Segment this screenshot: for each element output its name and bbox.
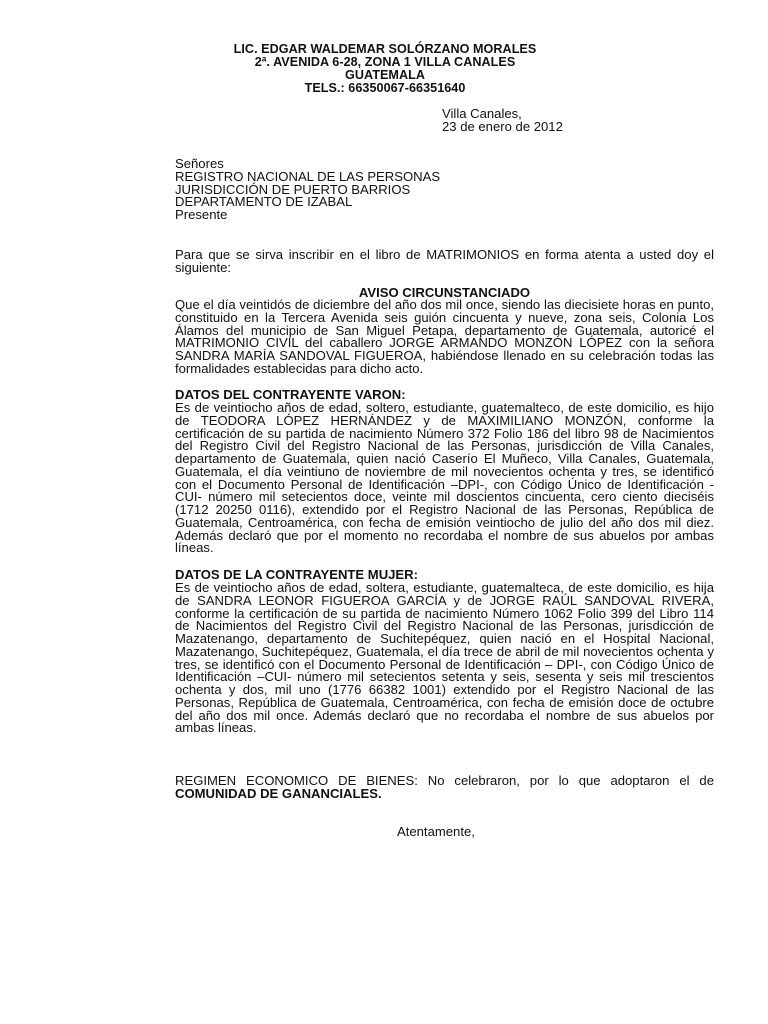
regimen-bold: COMUNIDAD DE GANANCIALES. [175,785,382,801]
regimen-text: REGIMEN ECONOMICO DE BIENES: No celebraron, por lo que adoptaron el de [175,773,714,788]
letterhead-address: 2ª. AVENIDA 6-28, ZONA 1 VILLA CANALES [254,55,516,69]
place: Villa Canales, [442,106,522,121]
salutation: Señores [175,156,224,171]
letterhead [140,43,630,95]
recipient-line-3: DEPARTAMENTO DE IZABAL [175,194,353,210]
letterhead-phones: TELS.: 66350067-66351640 [304,81,466,95]
intro-paragraph: Para que se sirva inscribir en el libro de MATRIMONIOS en forma atenta a usted doy el siguiente: [175,247,714,275]
recipient-line-2: JURISDICCIÓN DE PUERTO BARRIOS [175,181,411,197]
closing: Atentamente, [397,824,475,839]
mujer-heading: DATOS DE LA CONTRAYENTE MUJER: [175,567,418,582]
recipient-block [175,158,440,222]
aviso-title: AVISO CIRCUNSTANCIADO [358,285,531,300]
mujer-paragraph: Es de veintiocho años de edad, soltera, estudiante, guatemalteca, de este domicilio, es hija de SANDRA LEONOR FIGUEROA GARCÍA y de JORGE RAÚL SANDOVAL RIVERA, conforme la certificación de su partida de nacimiento Número 1062 Folio 399 del Libro 114 de Nacimientos del Registro Civil del Registro Nacional de las Personas, jurisdicción de Mazatenango, departamento de Suchitepéquez, quien nació en el Hospital Nacional, Mazatenango, Suchitepéquez, Guatemala, el día trece de abril de mil novecientos ochenta y tres, se identificó con el Documento Personal de Identificación – DPI-, con Código Único de Identificación –CUI- número mil setecientos setenta y seis, sesenta y seis mil trescientos ochenta y dos, mil uno (1776 66382 1001) extendido por el Registro Nacional de las Personas, República de Guatemala, Centroamérica, con fecha de emisión doce de octubre del año dos mil once. Además declaró que no recordaba el nombre de sus abuelos por ambas líneas. [175,580,714,736]
varon-paragraph: Es de veintiocho años de edad, soltero, estudiante, guatemalteco, de este domicilio, es hijo de TEODORA LÓPEZ HERNÁNDEZ y de MAXIMILIANO MONZÓN, conforme la certificación de su partida de nacimiento Número 372 Folio 186 del libro 98 de Nacimientos del Registro Civil del Registro Nacional de las Personas, jurisdicción de Villa Canales, departamento de Guatemala, quien nació Caserío El Muñeco, Villa Canales, Guatemala, Guatemala, el día veintiuno de noviembre de mil novecientos ochenta y tres, se identificó con el Documento Personal de Identificación –DPI-, con Código Único de Identificación -CUI- número mil setecientos doce, veinte mil doscientos cincuenta, cero ciento dieciséis (1712 20250 0116), extendido por el Registro Nacional de las Personas, República de Guatemala, Centroamérica, con fecha de emisión veintiocho de julio del año dos mil diez. Además declaró que por el momento no recordaba el nombre de sus abuelos por ambas líneas. [175,400,714,556]
regimen-paragraph [175,775,714,801]
date: 23 de enero de 2012 [442,118,563,134]
letterhead-city: GUATEMALA [345,68,425,82]
place-date [442,108,563,134]
letterhead-name: LIC. EDGAR WALDEMAR SOLÓRZANO MORALES [233,42,537,56]
recipient-line-4: Presente [175,207,228,222]
varon-heading: DATOS DEL CONTRAYENTE VARON: [175,387,406,402]
recipient-line-1: REGISTRO NACIONAL DE LAS PERSONAS [175,168,441,184]
aviso-paragraph: Que el día veintidós de diciembre del año dos mil once, siendo las diecisiete horas en punto, constituido en la Tercera Avenida seis guión cincuenta y nueve, zona seis, Colonia Los Álamos del municipio de San Miguel Petapa, departamento de Guatemala, autoricé el MATRIMONIO CIVIL del caballero JORGE ARMANDO MONZÓN LÓPEZ con la señora SANDRA MARÍA SANDOVAL FIGUEROA, habiéndose llenado en su celebración todas las formalidades establecidas para dicho acto. [175,297,714,376]
